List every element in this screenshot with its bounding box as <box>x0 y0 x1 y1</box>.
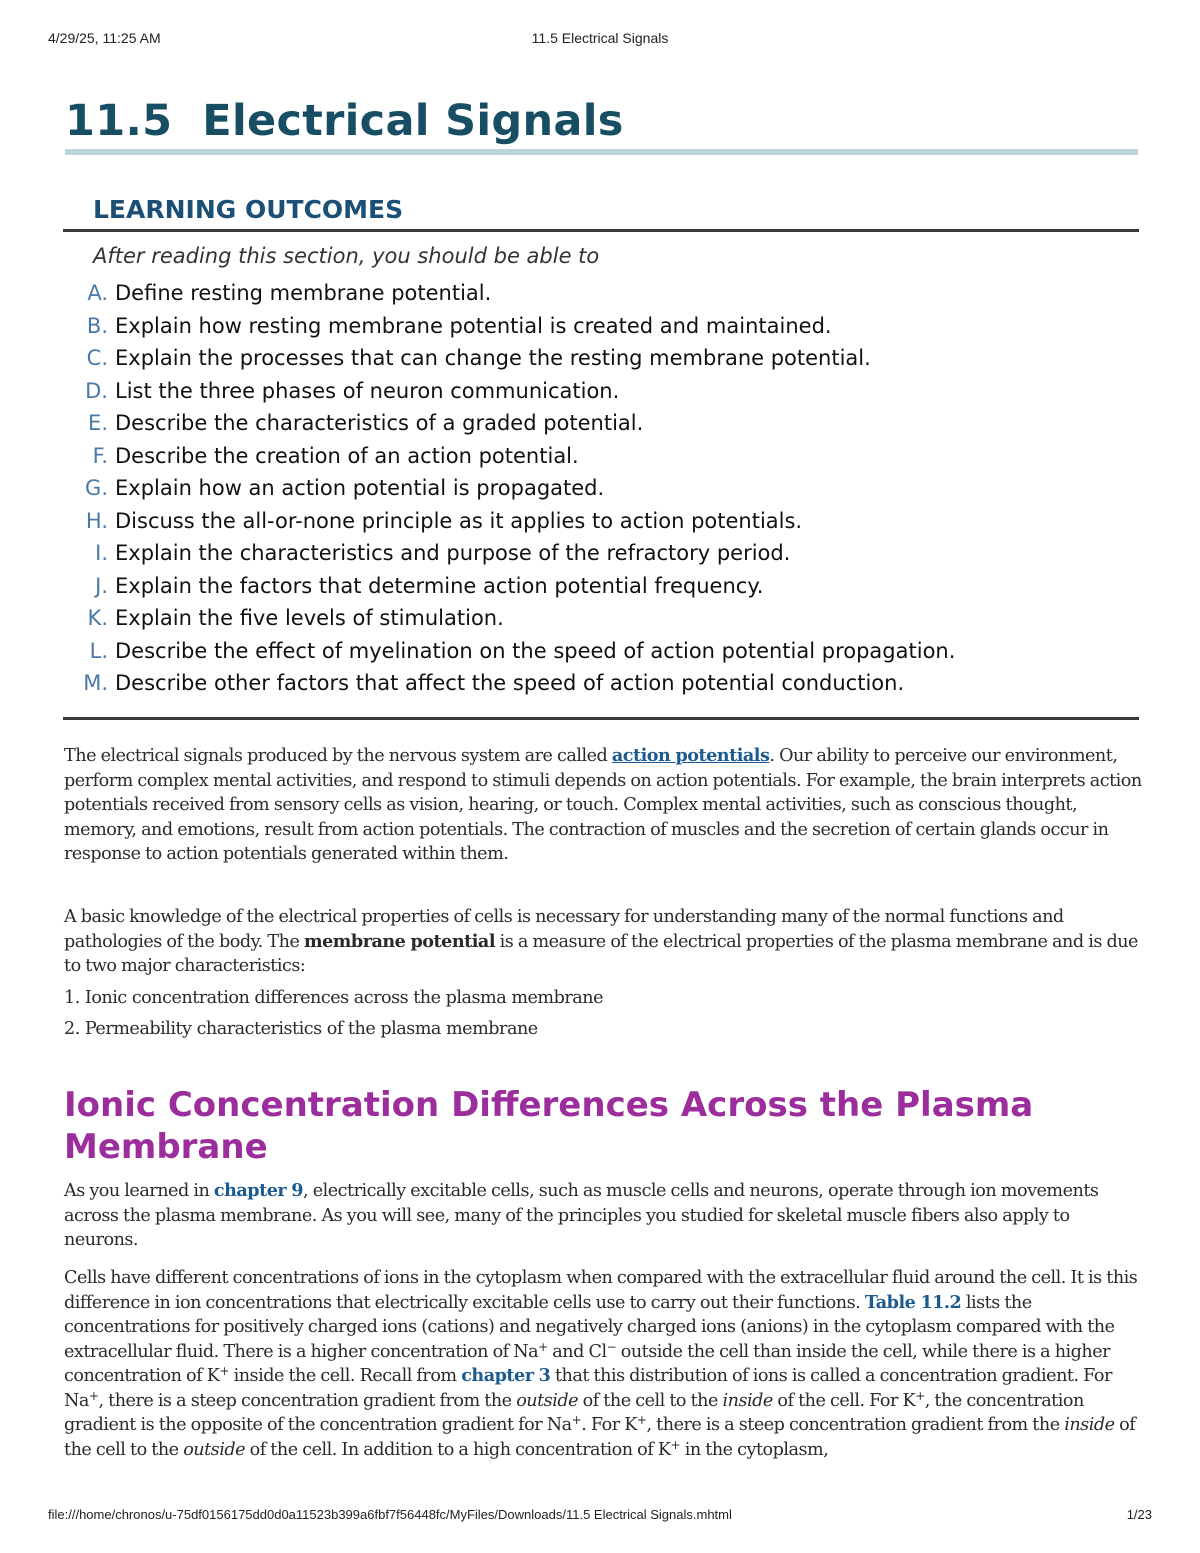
page-title <box>65 96 624 146</box>
learning-outcome-item <box>70 603 955 636</box>
membrane-potential-term: membrane potential <box>303 930 496 952</box>
learning-outcomes-bottom-rule <box>63 717 1139 720</box>
learning-outcome-item <box>70 408 955 441</box>
outcome-letter: D. <box>85 378 108 403</box>
list-item: 1. Ionic concentration differences across the plasma membrane <box>64 988 604 1008</box>
outcome-letter: J. <box>95 573 108 598</box>
learning-outcome-item <box>70 343 955 376</box>
characteristics-list <box>64 986 603 1048</box>
outcome-letter: L. <box>89 638 108 663</box>
learning-outcome-item <box>70 376 955 409</box>
membrane-potential-paragraph: A basic knowledge of the electrical properties of cells is necessary for understanding many of the normal functions and pathologies of the body. The membrane potential is a measure of the electrical properties of the plasma membrane and is due to two major characteristics: <box>64 907 1138 976</box>
outcome-text: Explain the processes that can change the resting membrane potential. <box>115 346 871 370</box>
print-file-path: file:///home/chronos/u-75df0156175dd0d0a11523b399a6fbf7f56448fc/MyFiles/Downloads/11.5 Electrical Signals.mhtml <box>48 1507 732 1522</box>
action-potentials-link[interactable]: action potentials <box>611 745 770 766</box>
outcome-text: Explain the five levels of stimulation. <box>115 606 504 630</box>
intro-paragraph: The electrical signals produced by the nervous system are called action potentials. Our ability to perceive our environment, perform complex mental activities, and respond to stimuli depends on action potentials. For example, the brain interprets action potentials received from sensory cells as vision, hearing, or touch. Complex mental activities, such as conscious thought, memory, and emotions, result from action potentials. The contraction of muscles and the secretion of certain glands occur in response to action potentials generated within them. <box>64 745 1142 864</box>
learning-outcome-item <box>70 636 955 669</box>
outcome-text: Describe other factors that affect the speed of action potential conduction. <box>115 671 905 695</box>
outcome-text: Describe the creation of an action potential. <box>115 443 579 468</box>
print-datetime: 4/29/25, 11:25 AM <box>48 30 161 46</box>
title-underline <box>65 149 1138 155</box>
learning-outcomes-list <box>70 278 955 701</box>
outcome-text: List the three phases of neuron communication. <box>115 378 620 403</box>
outcome-letter: C. <box>86 346 108 370</box>
learning-outcome-item <box>70 571 955 604</box>
outcome-letter: E. <box>88 411 108 435</box>
learning-outcome-item <box>70 668 955 701</box>
chapter-3-link[interactable]: chapter 3 <box>461 1365 551 1386</box>
outcome-text: Explain how resting membrane potential is created and maintained. <box>115 313 832 338</box>
section-title: Electrical Signals <box>202 96 624 146</box>
learning-outcome-item <box>70 538 955 571</box>
learning-outcomes-top-rule <box>63 229 1139 232</box>
learning-outcomes-heading: LEARNING OUTCOMES <box>93 195 404 224</box>
chapter9-paragraph: As you learned in chapter 9, electrically excitable cells, such as muscle cells and neurons, operate through ion movements across the plasma membrane. As you will see, many of the principles you studied for skeletal muscle fibers also apply to neurons. <box>64 1180 1099 1250</box>
outcome-text: Discuss the all-or-none principle as it applies to action potentials. <box>115 508 803 533</box>
learning-outcome-item <box>70 441 955 474</box>
outcome-letter: H. <box>85 508 108 533</box>
learning-outcome-item <box>70 311 955 344</box>
subsection-heading: Ionic Concentration Differences Across the Plasma Membrane <box>64 1085 1034 1167</box>
chapter-9-link[interactable]: chapter 9 <box>213 1180 304 1201</box>
outcome-letter: F. <box>92 443 108 468</box>
outcome-text: Describe the effect of myelination on the speed of action potential propagation. <box>115 638 956 663</box>
learning-outcome-item <box>70 506 955 539</box>
outcome-text: Explain how an action potential is propagated. <box>115 476 605 500</box>
outcome-text: Define resting membrane potential. <box>115 281 492 305</box>
print-page-number: 1/23 <box>1126 1507 1152 1522</box>
table-11-2-link[interactable]: Table 11.2 <box>864 1291 962 1313</box>
ion-concentration-paragraph: Cells have different concentrations of ions in the cytoplasm when compared with the extracellular fluid around the cell. It is this difference in ion concentrations that electrically excitable cells use to carry out their functions. Table 11.2 lists the concentrations for positively charged ions (cations) and negatively charged ions (anions) in the cytoplasm compared with the extracellular fluid. There is a higher concentration of Na+ and Cl− outside the cell than inside the cell, while there is a higher concentration of K+ inside the cell. Recall from chapter 3 that this distribution of ions is called a concentration gradient. For Na+, there is a steep concentration gradient from the outside of the cell to the inside of the cell. For K+, the concentration gradient is the opposite of the concentration gradient for Na+. For K+, there is a steep concentration gradient from the inside of the cell to the outside of the cell. In addition to a high concentration of K+ in the cytoplasm, <box>64 1268 1138 1460</box>
print-page-title: 11.5 Electrical Signals <box>531 30 669 46</box>
outcome-letter: A. <box>87 281 108 305</box>
list-item: 2. Permeability characteristics of the plasma membrane <box>64 1019 538 1039</box>
outcome-letter: G. <box>85 476 108 500</box>
learning-outcome-item <box>70 473 955 506</box>
outcome-letter: K. <box>87 606 108 630</box>
learning-outcome-item <box>70 278 955 311</box>
section-number: 11.5 <box>65 96 173 146</box>
outcome-text: Explain the factors that determine action potential frequency. <box>115 573 764 598</box>
outcome-letter: M. <box>83 671 108 695</box>
outcome-letter: B. <box>86 313 108 338</box>
outcome-letter: I. <box>95 541 108 565</box>
learning-outcomes-intro: After reading this section, you should be able to <box>93 244 600 268</box>
outcome-text: Explain the characteristics and purpose of the refractory period. <box>115 541 791 565</box>
outcome-text: Describe the characteristics of a graded potential. <box>115 411 644 435</box>
